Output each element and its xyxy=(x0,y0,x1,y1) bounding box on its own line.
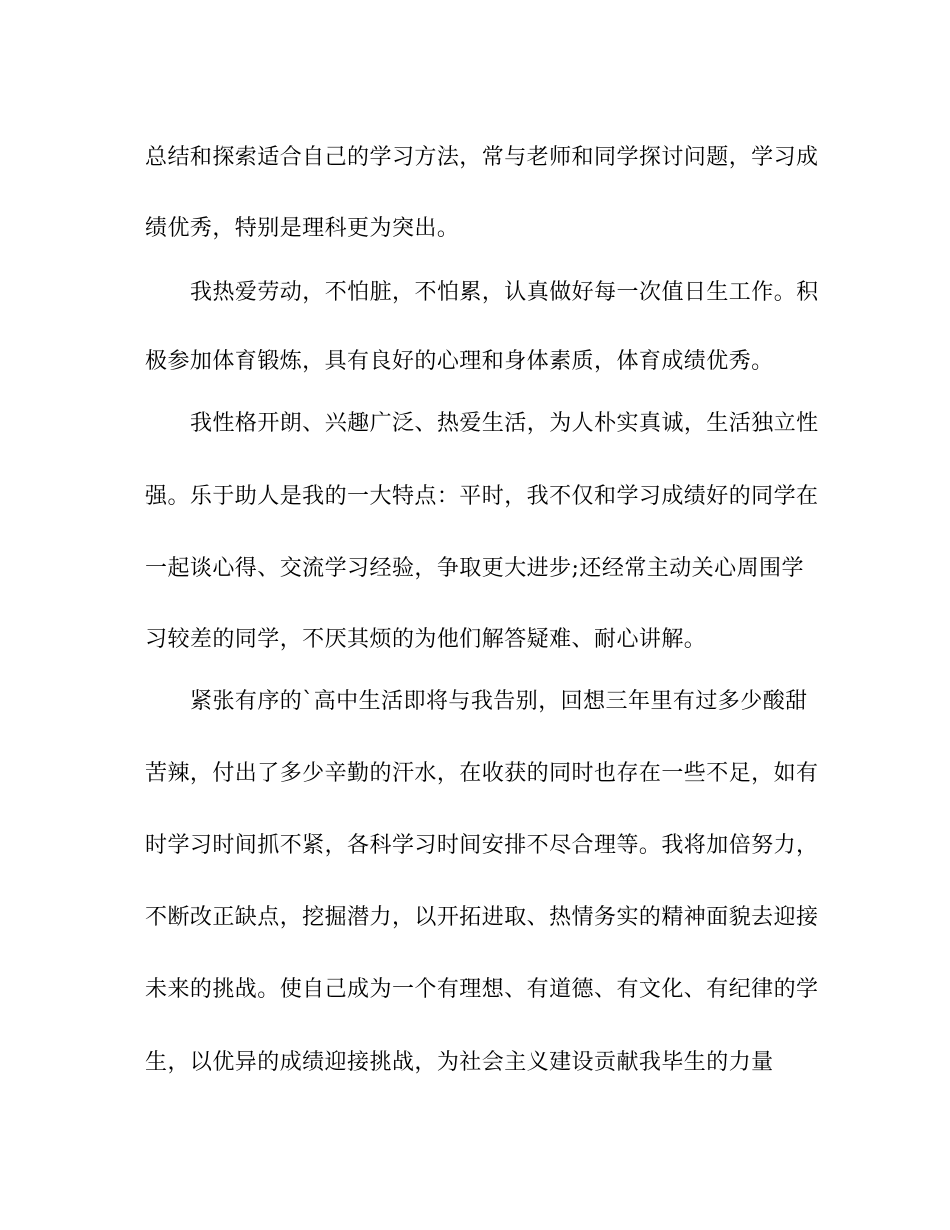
text-line: 苦辣，付出了多少辛勤的汗水，在收获的同时也存在一些不足，如有 xyxy=(145,761,819,786)
paragraph-start-line: 紧张有序的`高中生活即将与我告别，回想三年里有过多少酸甜 xyxy=(190,689,808,714)
text-line: 习较差的同学，不厌其烦的为他们解答疑难、耐心讲解。 xyxy=(145,627,707,652)
text-line: 生，以优异的成绩迎接挑战，为社会主义建设贡献我毕生的力量 xyxy=(145,1050,774,1075)
text-line: 强。乐于助人是我的一大特点：平时，我不仅和学习成绩好的同学在 xyxy=(145,484,819,509)
text-line: 时学习时间抓不紧，各科学习时间安排不尽合理等。我将加倍努力， xyxy=(145,833,819,858)
text-line: 极参加体育锻炼，具有良好的心理和身体素质，体育成绩优秀。 xyxy=(145,349,774,374)
paragraph-start-line: 我性格开朗、兴趣广泛、热爱生活，为人朴实真诚，生活独立性 xyxy=(190,411,819,436)
text-line: 未来的挑战。使自己成为一个有理想、有道德、有文化、有纪律的学 xyxy=(145,977,819,1002)
paragraph-start-line: 我热爱劳动，不怕脏，不怕累，认真做好每一次值日生工作。积 xyxy=(190,280,819,305)
text-line: 绩优秀，特别是理科更为突出。 xyxy=(145,216,460,241)
text-line: 总结和探索适合自己的学习方法，常与老师和同学探讨问题，学习成 xyxy=(145,145,819,170)
text-line: 不断改正缺点，挖掘潜力，以开拓进取、热情务实的精神面貌去迎接 xyxy=(145,905,819,930)
text-line: 一起谈心得、交流学习经验，争取更大进步;还经常主动关心周围学 xyxy=(145,556,804,581)
